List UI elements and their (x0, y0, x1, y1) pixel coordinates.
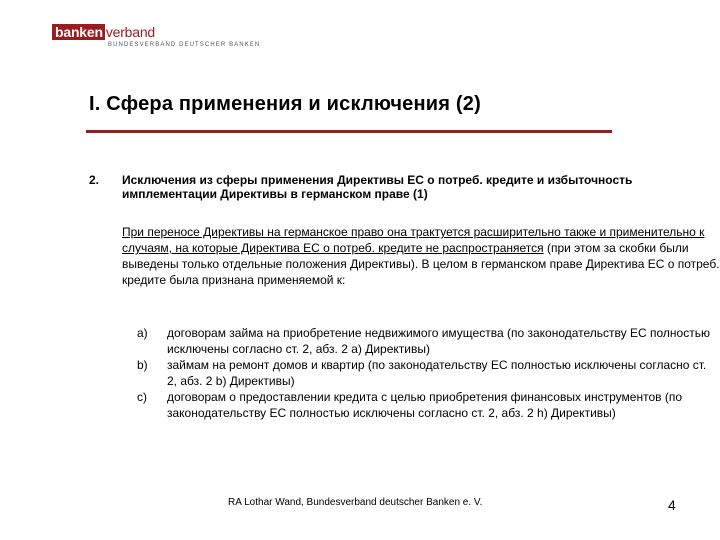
logo-subtitle: BUNDESVERBAND DEUTSCHER BANKEN (108, 42, 261, 48)
page-title: I. Сфера применения и исключения (2) (89, 93, 481, 115)
bankenverband-logo (52, 24, 260, 48)
logo-wordmark (52, 24, 260, 40)
page-number: 4 (668, 497, 676, 513)
list-item-text: договорам о предоставлении кредита с целью приобретения финансовых инструментов (по законодательству ЕС полностью исключены согласно ст. 2, абз. 2 h) Директивы) (167, 390, 683, 420)
section-number: 2. (89, 173, 100, 187)
list-item (137, 325, 715, 357)
paragraph-rest-text: (при этом за скобки были выведены только отдельные положения Директивы). В целом в германском праве Директива ЕС о потреб. кредите была признана применяемой к: (122, 241, 720, 287)
footer-text: RA Lothar Wand, Bundesverband deutscher Banken e. V. (228, 497, 483, 508)
section-heading: Исключения из сферы применения Директивы ЕС о потреб. кредите и избыточность имплементации Директивы в германском праве (1) (122, 173, 633, 201)
list-marker: a) (137, 326, 148, 340)
list-item-text: договорам займа на приобретение недвижимого имущества (по законодательству ЕС полностью исключены согласно ст. 2, абз. 2 a) Директивы) (167, 326, 710, 356)
logo-box-text: banken (52, 24, 105, 40)
paragraph-underlined-text: При переносе Директивы на германское право она трактуется расширительно также и применительно к случаям, на которые Директива ЕС о потреб. кредите не распространяется (122, 225, 705, 255)
section-paragraph (122, 224, 720, 288)
exceptions-list (137, 325, 715, 421)
list-item-text: займам на ремонт домов и квартир (по законодательству ЕС полностью исключены согласно ст. 2, абз. 2 b) Директивы) (167, 358, 707, 388)
list-item (137, 389, 715, 421)
logo-rest-text: verband (105, 24, 156, 40)
list-marker: b) (137, 358, 148, 372)
list-marker: c) (137, 390, 147, 404)
title-divider (86, 130, 612, 133)
list-item (137, 357, 715, 389)
